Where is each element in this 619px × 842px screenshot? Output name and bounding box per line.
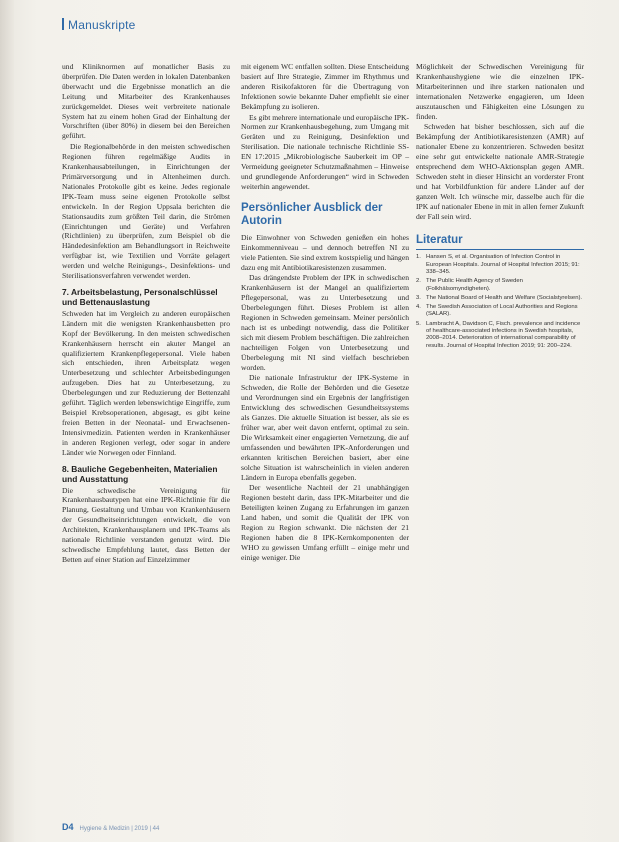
section-heading-8: 8. Bauliche Gegebenheiten, Materialien und Ausstattung <box>62 463 218 484</box>
column-2 <box>241 62 409 564</box>
reference-list <box>416 254 584 350</box>
paragraph: Die Einwohner von Schweden genießen ein hohes Einkommenniveau – und dennoch betreffen NI zu viele Patienten. Sie sind extrem kostspielig und hängen dazu eng mit Antibiotikaresistenzen zusammen. <box>241 232 409 272</box>
section-heading-7: 7. Arbeitsbelastung, Personalschlüssel und Bettenauslastung <box>62 286 218 307</box>
reference-item: 3. The National Board of Health and Welfare (Socialstyrelsen). <box>416 294 583 301</box>
header-bar <box>62 18 64 30</box>
paragraph: Das drängendste Problem der IPK in schwedischen Krankenhäusern ist der Mangel an qualifiziertem Pflegepersonal, was zu Unterbesetzung und Überbelegungen führt. Dieses Problem ist allen Regionen in Schweden gemeinsam. Meiner persönlich nach ist es unbedingt notwendig, dass die Politiker sich mit diesem Problem beschäftigen. Die zahlreichen nachteiligen Folgen von Unterbesetzung und Überbelegung mit NI sind vielfach beschrieben worden. <box>241 273 409 372</box>
header-title: Manuskripte <box>68 18 136 32</box>
paragraph: Schweden hat im Vergleich zu anderen europäischen Ländern mit die wenigsten Krankenhausbetten pro Kopf der Bevölkerung. In den meisten schwedischen Krankenhäusern herrscht ein akuter Mangel an qualifiziertem Krankenpflegepersonal. Viele haben sich entschieden, ihren Arbeitsplatz wegen Unterbesetzung und schlechter Arbeitsbedingungen aufzugeben. Dies hat zu Unterbesetzung, zu Überbelegungen und zur Reduzierung der Bettenzahl geführt. Täglich werden lebenswichtige Eingriffe, zum Beispiel Krebsoperationen, abgesagt, es gibt keine freien Betten in der Neonatal- und Erwachsenen-Intensivmedizin. Patienten werden in Krankenhäuser in anderen Regionen verlegt, oder sogar in andere Länder wie Norwegen oder Finnland. <box>62 308 230 457</box>
reference-item: 4. The Swedish Association of Local Authorities and Regions (SALAR). <box>416 304 578 318</box>
footer-source: Hygiene & Medizin | 2019 | 44 <box>79 826 160 832</box>
reference-item: 5. Lambracht A, Davidson C, Fisch. prevalence and incidence of healthcare-associated infections in Swedish hospitals, 2008–2014. Deterioration of international comparability of results. Journal of Hospital Infection 2019; 91: 200–224. <box>416 320 581 349</box>
page-footer <box>62 822 159 832</box>
section-header <box>62 18 136 32</box>
reference-item: 1. Hansen S, et al. Organisation of Infection Control in European Hospitals. Journal of Hospital Infection 2015; 91: 338–345. <box>416 254 580 275</box>
page-edge-shadow <box>0 0 14 842</box>
page-number: D4 <box>62 822 74 832</box>
paragraph: Schweden hat bisher beschlossen, sich auf die Bekämpfung der Antibiotikaresistenzen (AMR) auf nationaler Ebene zu konzentrieren. Schweden besitzt eine sehr gut entwickelte nationale AMR-Strategie entsprechend dem WHO-Aktionsplan gegen AMR. Schweden steht in dieser Hinsicht an vorderster Front und hat Vorbildfunktion für andere Länder auf der ganzen Welt. Ich wünsche mir, dasselbe auch für die IPK auf nationaler Ebene in mit in allen ferner Zukunft der Fall sein wird. <box>416 122 584 221</box>
paragraph: Die schwedische Vereinigung für Krankenhausbautypen hat eine IPK-Richtlinie für die Planung, Gestaltung und Umbau von Krankenhäusern der Gesundheitseinrichtungen entwickelt, die von Architekten, Krankenhausplanern und IPK-Teams als nationale Richtlinie verstanden genutzt wird. Die schwedische Empfehlung lautet, dass Betten der Betten auf einer Station auf Einzelzimmer <box>62 485 230 564</box>
column-3 <box>416 62 584 352</box>
paragraph: Die nationale Infrastruktur der IPK-Systeme in Schweden, die Rolle der Behörden und die Gesetze und Verordnungen sind ein Ergebnis der langfristigen Entwicklung des schwedischen Gesundheitssystems als Ganzes. Die aktuelle Situation ist besser, als sie es früher war, aber weit davon entfernt, optimal zu sein. Die Wirksamkeit einer engagierten Vernetzung, die auf umfassenden und bewährten IPK-Anforderungen und erkannten kritischen Bereichen basiert, aber eine solche Situation ist wahrscheinlich in vielen anderen Ländern in Europa ebenfalls gegeben. <box>241 373 409 482</box>
paragraph: Der wesentliche Nachteil der 21 unabhängigen Regionen besteht darin, dass IPK-Mitarbeiter und die Beteiligten keinen Zugang zu Erfahrungen im ganzen Land haben, und somit die Qualität der IPK von Region zu Region schwankt. Die nächsten der 21 Regionen haben die 8 IPK-Kernkomponenten der WHO zu gewissen Umfang erfüllt – einige mehr und einige weniger. Die <box>241 483 409 562</box>
literature-divider <box>416 249 584 250</box>
paragraph: und Kliniknormen auf monatlicher Basis zu überprüfen. Die Daten werden in lokalen Datenbanken überwacht und die Ergebnisse monatlich an die Leitung und Mitarbeiter des Krankenhauses zurückgemeldet. Dieses weit verbreitete nationale System hat zu einem hohen Grad der Einhaltung der Vorschriften (über 80%) in diesem bei den Bereichen geführt. <box>62 62 230 141</box>
paragraph: Es gibt mehrere internationale und europäische IPK-Normen zur Krankenhausbegehung, zum Umgang mit Geräten und zu Reinigung, Desinfektion und Sterilisation. Die nationale technische Richtlinie SS-EN 17:2015 „Mikrobiologische Sauberkeit im OP – Vermeidung geeigneter Schutzmaßnahmen – Hinweise und grundlegende Anforderungen“ wird in Schweden weiterhin angewendet. <box>241 112 409 191</box>
literature-heading: Literatur <box>416 233 463 246</box>
paragraph: mit eigenem WC entfallen sollten. Diese Entscheidung basiert auf Ihre Strategie, Zimmer im Rhythmus und anderen Risikofaktoren für die Übertragung von Infektionen sowie bekannte Daher empfiehlt sie einer Bekämpfung zu isolieren. <box>241 62 409 111</box>
paragraph: Möglichkeit der Schwedischen Vereinigung für Krankenhaushygiene wie die einzelnen IPK-Mitarbeiterinnen und ihre starken nationalen und internationalen Netzwerke engagieren, um Ideen auszutauschen und Fähigkeiten eine Lösungen zu finden. <box>416 62 584 121</box>
paragraph: Die Regionalbehörde in den meisten schwedischen Regionen führen regelmäßige Audits in Krankenhausabteilungen, in Einrichtungen der Primärversorgung und in Altenheimen durch. Nationales Protokolle gibt es keine. Jedes regionale IPK-Team muss seine eigenen Protokolle selbst entwickeln. In der Region Uppsala berichten die Stationsaudits zum größten Teil darin, die Strömen (Einrichtungen und Geräte) und Verfahren (Richtlinien) zu überprüfen, zum Beispiel ob die Händedesinfektion am Behandlungsort in Reichweite verfügbar ist, wie Textilien und Vorräte gelagert werden und welche Reinigungs-, Desinfektions- und Sterilisationsverfahren verwendet werden. <box>62 142 230 281</box>
column-1 <box>62 62 230 566</box>
outlook-heading: Persönlicher Ausblick der Autorin <box>241 201 383 227</box>
reference-item: 2. The Public Health Agency of Sweden (Folkhälsomyndigheten). <box>416 278 523 292</box>
